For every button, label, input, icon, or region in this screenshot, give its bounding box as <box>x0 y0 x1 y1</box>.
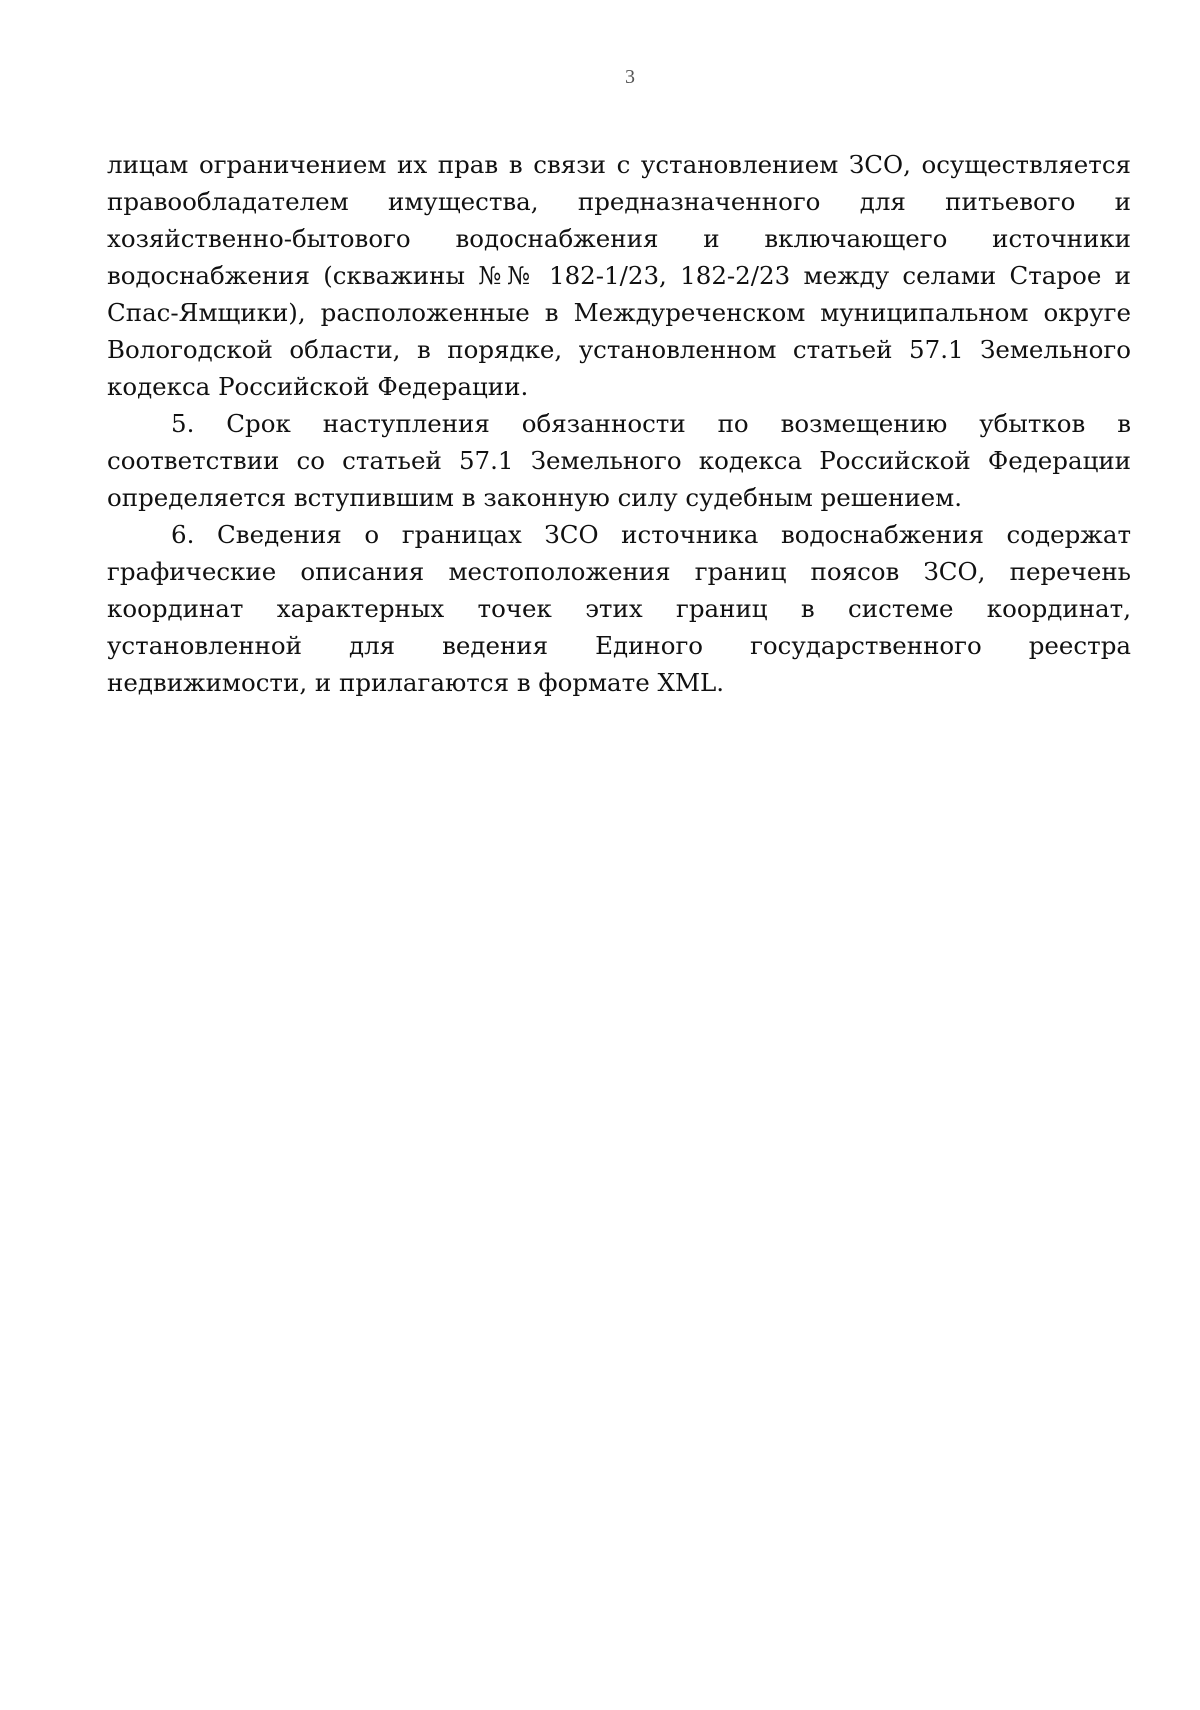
paragraph-5-damages-deadline: 5. Срок наступления обязанности по возмещению убытков в соответствии со статьей 57.1 Земельного кодекса Российской Федерации определяется вступившим в законную силу судебным решением. <box>107 409 1131 512</box>
paragraph-continuation: лицам ограничением их прав в связи с установлением ЗСО, осуществляется правообладателем имущества, предназначенного для питьевого и хозяйственно-бытового водоснабжения и включающего источники водоснабжения (скважины №№ 182-1/23, 182-2/23 между селами Старое и Спас-Ямщики), расположенные в Междуреченском муниципальном округе Вологодской области, в порядке, установленном статьей 57.1 Земельного кодекса Российской Федерации. <box>107 150 1131 401</box>
paragraph-6-zso-boundaries: 6. Сведения о границах ЗСО источника водоснабжения содержат графические описания местоположения границ поясов ЗСО, перечень координат характерных точек этих границ в системе координат, установленной для ведения Единого государственного реестра недвижимости, и прилагаются в формате XML. <box>107 520 1131 697</box>
document-body <box>107 146 1131 701</box>
page-number: 3 <box>625 66 635 88</box>
